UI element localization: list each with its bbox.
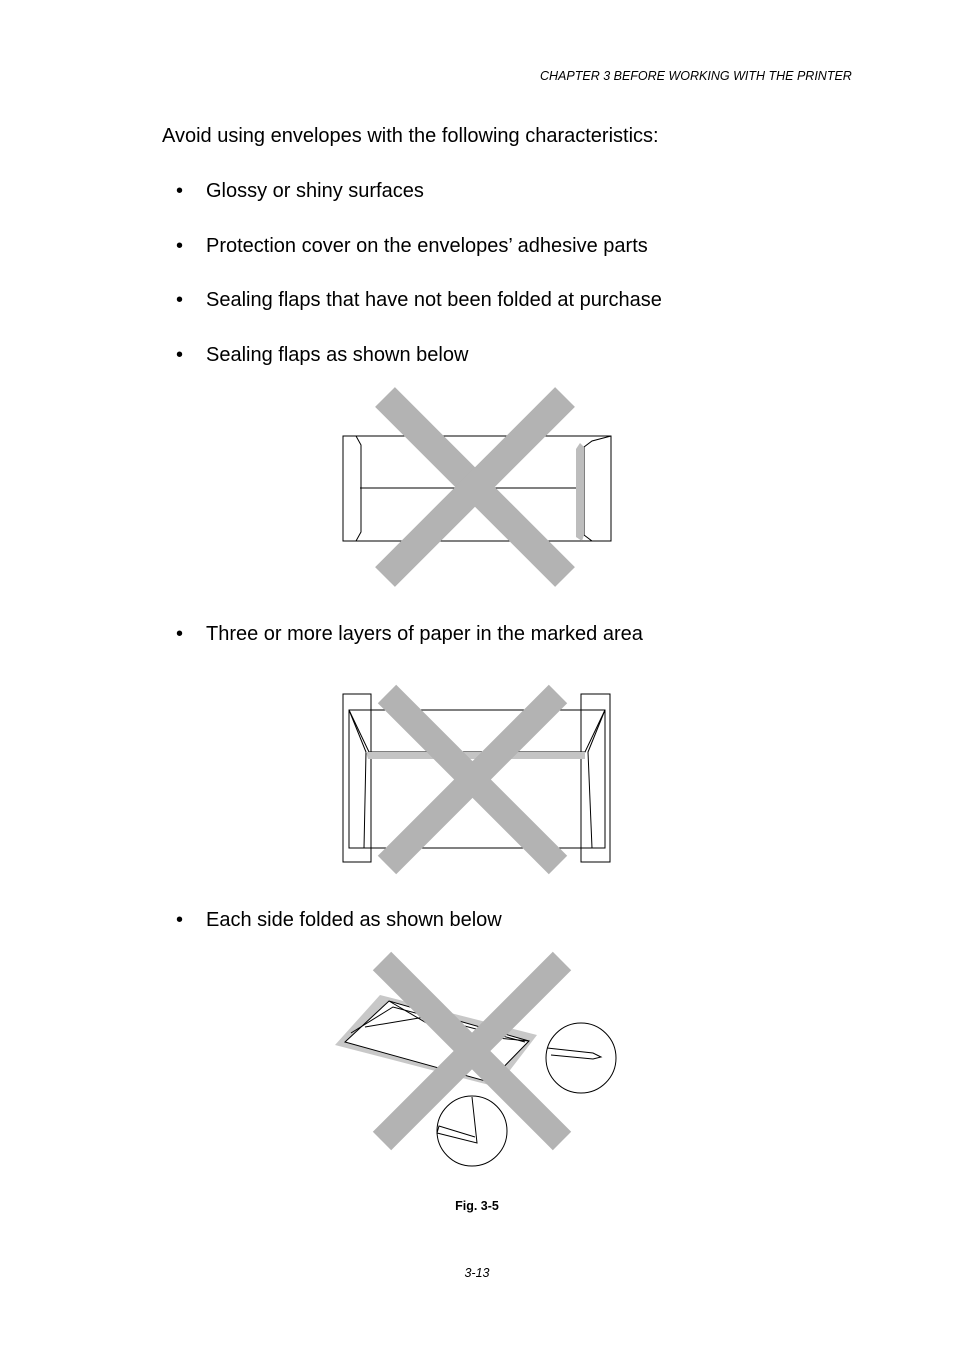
marked-area-right (581, 694, 610, 862)
envelope-top-flap (349, 710, 605, 752)
list-item-text: Each side folded as shown below (206, 909, 502, 931)
list-item-sealing-flaps (176, 344, 468, 367)
list-item-three-layers (176, 623, 643, 646)
bullet-icon: • (176, 180, 184, 202)
bullet-icon: • (176, 344, 184, 366)
right-flap (584, 436, 611, 541)
list-item-text: Protection cover on the envelopes’ adhesive parts (206, 235, 648, 257)
list-item-unfolded-flaps (176, 289, 662, 312)
envelope-folded-sides-illustration (325, 945, 630, 1175)
list-item-text: Three or more layers of paper in the marked area (206, 623, 643, 645)
envelope-side-flaps-illustration (330, 385, 630, 595)
bullet-icon: • (176, 235, 184, 257)
bullet-icon: • (176, 909, 184, 931)
list-item-text: Sealing flaps as shown below (206, 344, 469, 366)
figure-caption: Fig. 3-5 (455, 1199, 499, 1213)
running-header: CHAPTER 3 BEFORE WORKING WITH THE PRINTER (540, 69, 852, 83)
detail-circle-bottom (437, 1096, 507, 1166)
left-flap (343, 436, 361, 541)
flap-shadow (366, 752, 585, 759)
cross-mark-icon (387, 694, 558, 865)
intro-text: Avoid using envelopes with the following characteristics: (162, 125, 659, 147)
cross-mark-icon (385, 397, 565, 577)
list-item-each-side-folded (176, 909, 502, 932)
page-number: 3-13 (464, 1266, 490, 1280)
bullet-icon: • (176, 289, 184, 311)
envelope-layers-illustration (330, 680, 630, 885)
marked-area-left (343, 694, 371, 862)
list-item-text: Sealing flaps that have not been folded at purchase (206, 289, 662, 311)
list-item-glossy (176, 180, 424, 203)
list-item-text: Glossy or shiny surfaces (206, 180, 424, 202)
list-item-protection-cover (176, 235, 648, 258)
bullet-icon: • (176, 623, 184, 645)
right-fold (588, 710, 605, 848)
flap-shadow (576, 443, 584, 541)
left-fold (349, 710, 366, 848)
